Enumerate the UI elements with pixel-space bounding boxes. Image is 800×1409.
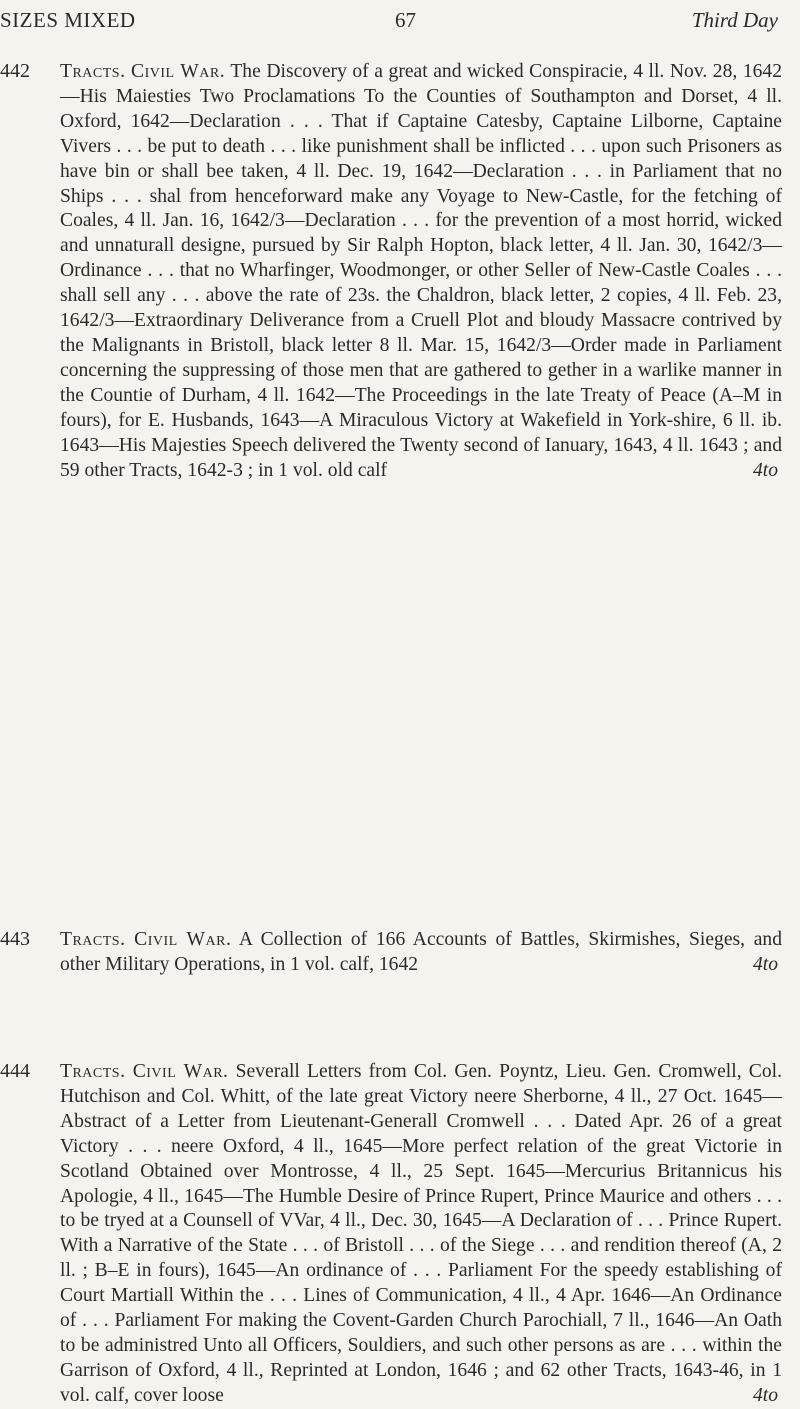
entry-subheading: Civil War. — [131, 61, 226, 82]
entry-heading: Tracts. — [60, 929, 126, 950]
entry-description — [60, 928, 782, 978]
entry-body: A Collection of 166 Accounts of Battles, Skirmishes, Sieges, and other Military Operations, in 1 vol. calf, 1642 — [60, 929, 782, 975]
lot-number: 443 — [0, 928, 30, 950]
entry-body: Severall Letters from Col. Gen. Poyntz, Lieu. Gen. Cromwell, Col. Hutchison and Col. Whitt, of the late great Victory neere Sherborne, 4 ll., 27 Oct. 1645—Abstract of a Letter from Lieutenant-Generall Cromwell . . . Dated Apr. 26 of a great Victory . . . neere Oxford, 4 ll., 1645—More perfect relation of the great Victorie in Scotland Obtained over Montrosse, 4 ll., 25 Sept. 1645—Mercurius Britannicus his Apologie, 4 ll., 1645—The Humble Desire of Prince Rupert, Prince Maurice and others . . . to be tryed at a Counsell of VVar, 4 ll., Dec. 30, 1645—A Declaration of . . . Prince Rupert. With a Narrative of the State . . . of Bristoll . . . of the Siege . . . and rendition thereof (A, 2 ll. ; B–E in fours), 1645—An ordinance of . . . Parliament For the speedy establishing of Court Martiall Within the . . . Lines of Communication, 4 ll., 4 Apr. 1646—An Ordinance of . . . Parliament For making the Covent-Garden Church Parochiall, 7 ll., 1646—An Oath to be administred Unto all Officers, Souldiers, and such other persons as are . . . within the Garrison of Oxford, 4 ll., Reprinted at London, 1646 ; and 62 other Tracts, 1643-46, in 1 vol. calf, cover loose — [60, 1061, 782, 1406]
entry-subheading: Civil War. — [132, 1061, 229, 1082]
entry-description — [60, 60, 782, 483]
running-head-left: SIZES MIXED — [0, 8, 136, 32]
entry-heading: Tracts. — [60, 61, 126, 82]
lot-number: 442 — [0, 60, 30, 82]
entry-format: 4to — [752, 459, 778, 481]
entry-description — [60, 1060, 782, 1409]
running-head-right: Third Day — [691, 8, 778, 32]
page-number: 67 — [395, 8, 416, 32]
page-header — [0, 8, 800, 38]
entry-subheading: Civil War. — [134, 929, 232, 950]
lot-number: 444 — [0, 1060, 30, 1082]
entry-format: 4to — [752, 1384, 778, 1406]
entry-heading: Tracts. — [60, 1061, 126, 1082]
entry-format: 4to — [752, 953, 778, 975]
entry-body: The Discovery of a great and wicked Conspiracie, 4 ll. Nov. 28, 1642—His Maiesties Two Proclamations To the Counties of Southampton and Dorset, 4 ll. Oxford, 1642—Declaration . . . That if Captaine Catesby, Captaine Lilborne, Captaine Vivers . . . be put to death . . . like punishment shall be inflicted . . . upon such Prisoners as have bin or shall bee taken, 4 ll. Dec. 19, 1642—Declaration . . . in Parliament that no Ships . . . shal from henceforward make any Voyage to New-Castle, for the fetching of Coales, 4 ll. Jan. 16, 1642/3—Declaration . . . for the prevention of a most horrid, wicked and unnaturall designe, pursued by Sir Ralph Hopton, black letter, 4 ll. Jan. 30, 1642/3—Ordinance . . . that no Wharfinger, Woodmonger, or other Seller of New-Castle Coales . . . shall sell any . . . above the rate of 23s. the Chaldron, black letter, 2 copies, 4 ll. Feb. 23, 1642/3—Extraordinary Deliverance from a Cruell Plot and bloudy Massacre contrived by the Malignants in Bristoll, black letter 8 ll. Mar. 15, 1642/3—Order made in Parliament concerning the suppressing of those men that are gathered to gether in a warlike manner in the Countie of Durham, 4 ll. 1642—The Proceedings in the late Treaty of Peace (A–M in fours), for E. Husbands, 1643—A Miraculous Victory at Wakefield in York-shire, 6 ll. ib. 1643—His Majesties Speech delivered the Twenty second of Ianuary, 1643, 4 ll. 1643 ; and 59 other Tracts, 1642-3 ; in 1 vol. old calf — [60, 61, 783, 481]
